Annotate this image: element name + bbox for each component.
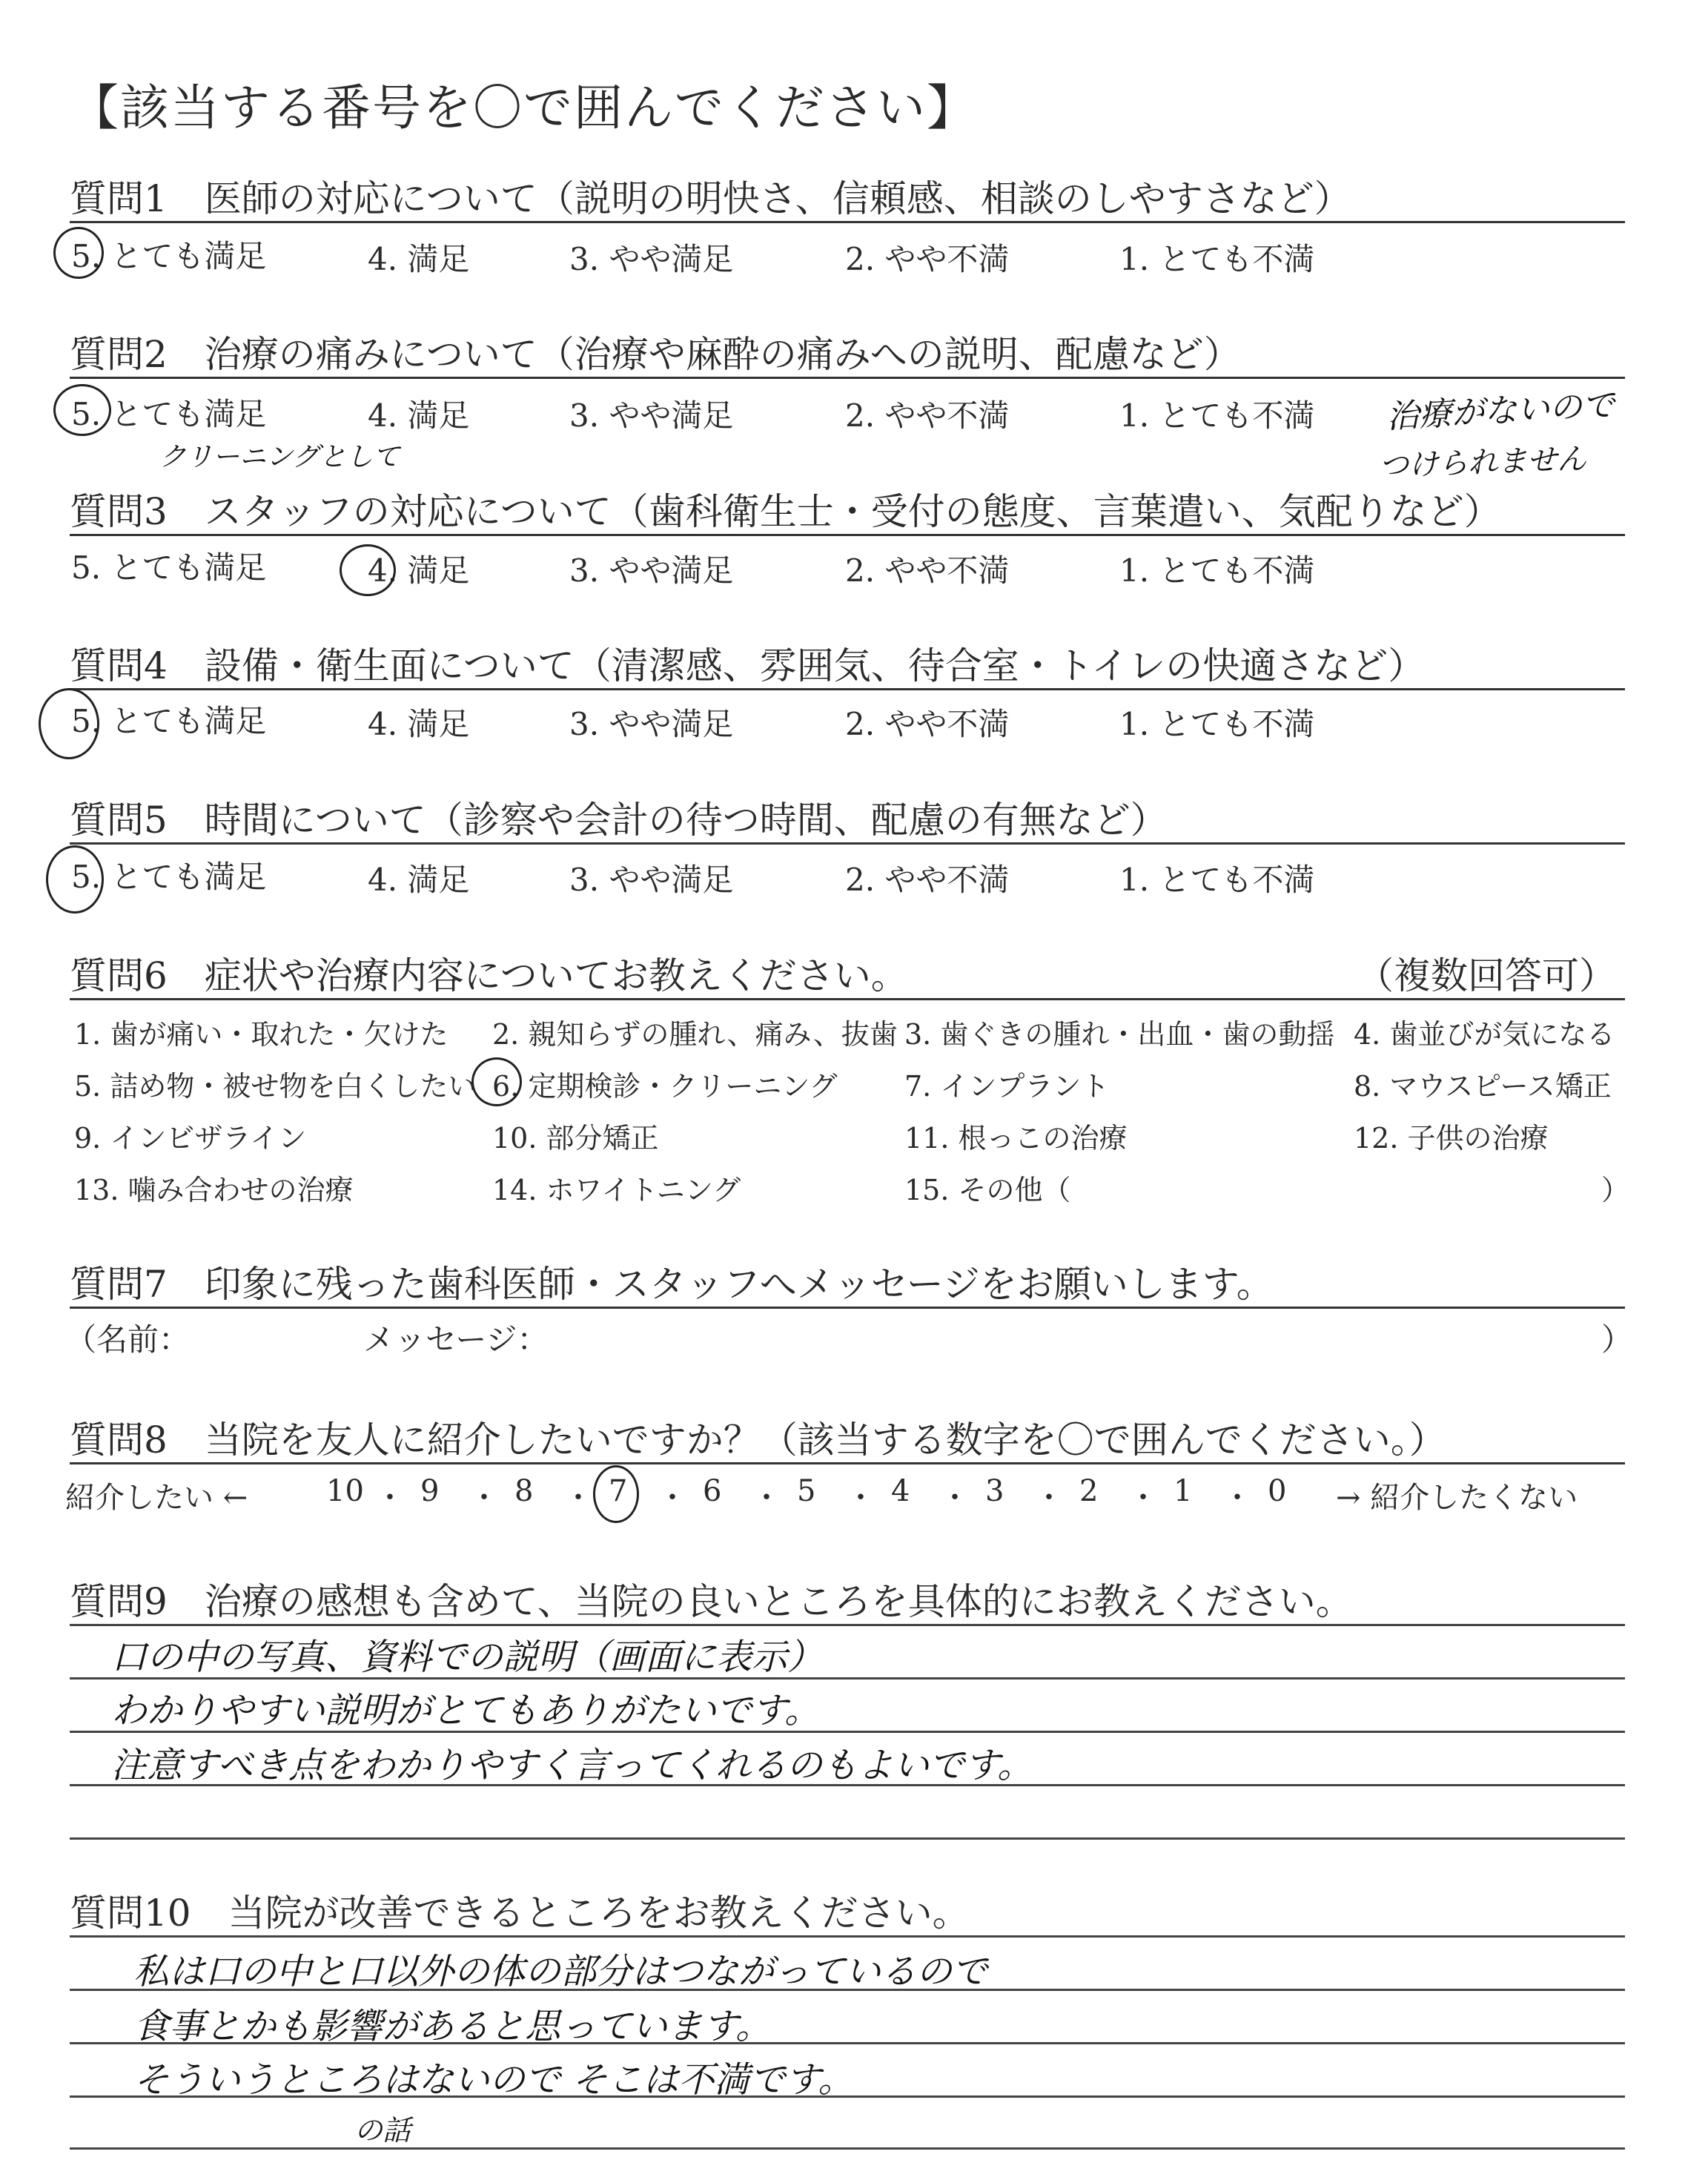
q6-item-9[interactable]: 9. インビザライン bbox=[74, 1122, 307, 1155]
q4-selection-circle bbox=[39, 688, 99, 759]
q6-item-2[interactable]: 2. 親知らずの腫れ、痛み、抜歯 bbox=[492, 1018, 898, 1051]
q6-selection-circle bbox=[471, 1057, 522, 1106]
q9-answer-line-1: 口の中の写真、資料での説明（画面に表示） bbox=[111, 1636, 824, 1678]
q1-rule bbox=[70, 221, 1625, 223]
q2-option-3[interactable]: 3. やや満足 bbox=[569, 397, 734, 434]
q6-item-12[interactable]: 12. 子供の治療 bbox=[1354, 1122, 1549, 1155]
q9-answer-line-2: わかりやすい説明がとてもありがたいです。 bbox=[111, 1690, 821, 1731]
q2-option-4[interactable]: 4. 満足 bbox=[368, 397, 470, 434]
q10-answer-insert-note: の話 bbox=[354, 2114, 411, 2147]
q8-scale-value-9[interactable]: 9 bbox=[420, 1474, 440, 1508]
q9-line-4 bbox=[70, 1837, 1625, 1840]
q10-answer-line-1: 私は口の中と口以外の体の部分はつながっているので bbox=[133, 1951, 988, 1992]
q6-item-6[interactable]: 6. 定期検診・クリーニング bbox=[492, 1070, 838, 1103]
q8-scale-value-0[interactable]: 0 bbox=[1268, 1474, 1287, 1508]
q6-rule bbox=[70, 998, 1625, 1000]
q3-option-2[interactable]: 2. やや不満 bbox=[845, 552, 1010, 589]
q8-scale-separator: ・ bbox=[846, 1481, 875, 1515]
q8-right-label: → 紹介したくない bbox=[1336, 1481, 1578, 1515]
q6-item-5[interactable]: 5. 詰め物・被せ物を白くしたい bbox=[74, 1070, 477, 1103]
q5-option-3[interactable]: 3. やや満足 bbox=[569, 862, 734, 898]
q8-scale-separator: ・ bbox=[752, 1481, 781, 1515]
q7-message-label: メッセージ： bbox=[363, 1321, 549, 1358]
q6-item-13[interactable]: 13. 噛み合わせの治療 bbox=[74, 1174, 354, 1206]
q6-item-1[interactable]: 1. 歯が痛い・取れた・欠けた bbox=[74, 1018, 448, 1051]
q6-item-11[interactable]: 11. 根っこの治療 bbox=[904, 1122, 1128, 1155]
q3-option-5[interactable]: 5. とても満足 bbox=[71, 549, 267, 586]
q7-name-label: （名前： bbox=[65, 1321, 191, 1358]
q6-title: 質問6 症状や治療内容についてお教えください。 bbox=[70, 954, 908, 997]
q8-scale-separator: ・ bbox=[1222, 1481, 1252, 1515]
q1-option-5[interactable]: 5. とても満足 bbox=[71, 238, 267, 274]
q8-scale-separator: ・ bbox=[375, 1481, 405, 1515]
q6-item-3[interactable]: 3. 歯ぐきの腫れ・出血・歯の動揺 bbox=[904, 1018, 1335, 1051]
q8-left-label: 紹介したい ← bbox=[65, 1481, 248, 1515]
q8-scale-value-8[interactable]: 8 bbox=[514, 1474, 534, 1508]
q3-option-4[interactable]: 4. 満足 bbox=[368, 552, 470, 589]
q8-scale-value-7[interactable]: 7 bbox=[609, 1474, 628, 1508]
q9-line-0 bbox=[70, 1624, 1625, 1626]
q5-option-4[interactable]: 4. 満足 bbox=[368, 862, 470, 898]
q3-rule bbox=[70, 534, 1625, 536]
q6-item-15-close: ） bbox=[1601, 1174, 1630, 1206]
q8-scale-separator: ・ bbox=[469, 1481, 499, 1515]
q3-handwritten-note: クリーニングとして bbox=[159, 442, 400, 472]
q6-item-14[interactable]: 14. ホワイトニング bbox=[492, 1174, 741, 1206]
q8-scale-separator: ・ bbox=[940, 1481, 970, 1515]
q1-option-4[interactable]: 4. 満足 bbox=[368, 241, 470, 277]
q8-selection-circle bbox=[593, 1465, 639, 1523]
q6-item-10[interactable]: 10. 部分矯正 bbox=[492, 1122, 659, 1155]
q8-scale-value-3[interactable]: 3 bbox=[985, 1474, 1004, 1508]
q3-option-1[interactable]: 1. とても不満 bbox=[1119, 552, 1315, 589]
q7-title: 質問7 印象に残った歯科医師・スタッフへメッセージをお願いします。 bbox=[70, 1263, 1274, 1306]
q4-option-5[interactable]: 5. とても満足 bbox=[71, 703, 267, 739]
q8-scale-separator: ・ bbox=[658, 1481, 687, 1515]
q7-rule bbox=[70, 1307, 1625, 1309]
q5-option-5[interactable]: 5. とても満足 bbox=[71, 859, 267, 895]
q9-answer-line-3: 注意すべき点をわかりやすく言ってくれるのもよいです。 bbox=[111, 1745, 1033, 1786]
q6-item-8[interactable]: 8. マウスピース矯正 bbox=[1354, 1070, 1612, 1103]
q2-rule bbox=[70, 377, 1625, 379]
q2-handwritten-note-1: 治療がないので bbox=[1386, 386, 1616, 437]
form-title: 【該当する番号を〇で囲んでください】 bbox=[70, 79, 977, 136]
q1-option-2[interactable]: 2. やや不満 bbox=[845, 241, 1010, 277]
q9-title: 質問9 治療の感想も含めて、当院の良いところを具体的にお教えください。 bbox=[70, 1580, 1353, 1623]
q4-option-2[interactable]: 2. やや不満 bbox=[845, 706, 1010, 742]
q1-option-1[interactable]: 1. とても不満 bbox=[1119, 241, 1315, 277]
q4-title: 質問4 設備・衛生面について（清潔感、雰囲気、待合室・トイレの快適さなど） bbox=[70, 644, 1426, 687]
q8-title: 質問8 当院を友人に紹介したいですか？（該当する数字を〇で囲んでください。） bbox=[70, 1418, 1446, 1462]
q8-scale-value-5[interactable]: 5 bbox=[797, 1474, 816, 1508]
q10-answer-line-2: 食事とかも影響があると思っています。 bbox=[133, 2006, 772, 2047]
q6-item-4[interactable]: 4. 歯並びが気になる bbox=[1354, 1018, 1615, 1051]
q8-scale-value-2[interactable]: 2 bbox=[1079, 1474, 1099, 1508]
q2-option-2[interactable]: 2. やや不満 bbox=[845, 397, 1010, 434]
q10-title: 質問10 当院が改善できるところをお教えください。 bbox=[70, 1892, 970, 1935]
q3-selection-circle bbox=[340, 544, 396, 596]
q2-option-5[interactable]: 5. とても満足 bbox=[71, 396, 267, 432]
q8-scale-value-6[interactable]: 6 bbox=[703, 1474, 722, 1508]
q8-scale-separator: ・ bbox=[1034, 1481, 1064, 1515]
q2-selection-circle bbox=[53, 384, 111, 436]
q2-title: 質問2 治療の痛みについて（治療や麻酔の痛みへの説明、配慮など） bbox=[70, 333, 1241, 376]
q1-option-3[interactable]: 3. やや満足 bbox=[569, 241, 734, 277]
q5-option-2[interactable]: 2. やや不満 bbox=[845, 862, 1010, 898]
q1-title: 質問1 医師の対応について（説明の明快さ、信頼感、相談のしやすさなど） bbox=[70, 177, 1351, 220]
q8-rule bbox=[70, 1462, 1625, 1464]
q7-close-paren: ） bbox=[1601, 1321, 1633, 1358]
q10-line-4 bbox=[70, 2147, 1625, 2150]
q4-option-1[interactable]: 1. とても不満 bbox=[1119, 706, 1315, 742]
q8-scale-value-4[interactable]: 4 bbox=[891, 1474, 910, 1508]
q10-answer-line-3: そういうところはないので そこは不満です。 bbox=[133, 2059, 854, 2101]
q5-rule bbox=[70, 842, 1625, 845]
q1-selection-circle bbox=[53, 227, 104, 279]
q10-line-0 bbox=[70, 1935, 1625, 1938]
q6-item-7[interactable]: 7. インプラント bbox=[904, 1070, 1110, 1103]
q2-handwritten-note-2: つけられません bbox=[1378, 442, 1587, 483]
q4-option-3[interactable]: 3. やや満足 bbox=[569, 706, 734, 742]
q8-scale-value-1[interactable]: 1 bbox=[1174, 1474, 1193, 1508]
q6-item-15[interactable]: 15. その他（ bbox=[904, 1174, 1071, 1206]
q3-title: 質問3 スタッフの対応について（歯科衛生士・受付の態度、言葉遣い、気配りなど） bbox=[70, 490, 1501, 533]
q5-title: 質問5 時間について（診察や会計の待つ時間、配慮の有無など） bbox=[70, 799, 1168, 842]
q2-option-1[interactable]: 1. とても不満 bbox=[1119, 397, 1315, 434]
q3-option-3[interactable]: 3. やや満足 bbox=[569, 552, 734, 589]
q8-scale-separator: ・ bbox=[563, 1481, 593, 1515]
q4-rule bbox=[70, 688, 1625, 690]
q8-scale-value-10[interactable]: 10 bbox=[326, 1474, 364, 1508]
q4-option-4[interactable]: 4. 満足 bbox=[368, 706, 470, 742]
q5-option-1[interactable]: 1. とても不満 bbox=[1119, 862, 1315, 898]
q6-multiple-answers-note: （複数回答可） bbox=[1357, 954, 1616, 997]
q8-scale-separator: ・ bbox=[1128, 1481, 1158, 1515]
q5-selection-circle bbox=[46, 845, 104, 914]
